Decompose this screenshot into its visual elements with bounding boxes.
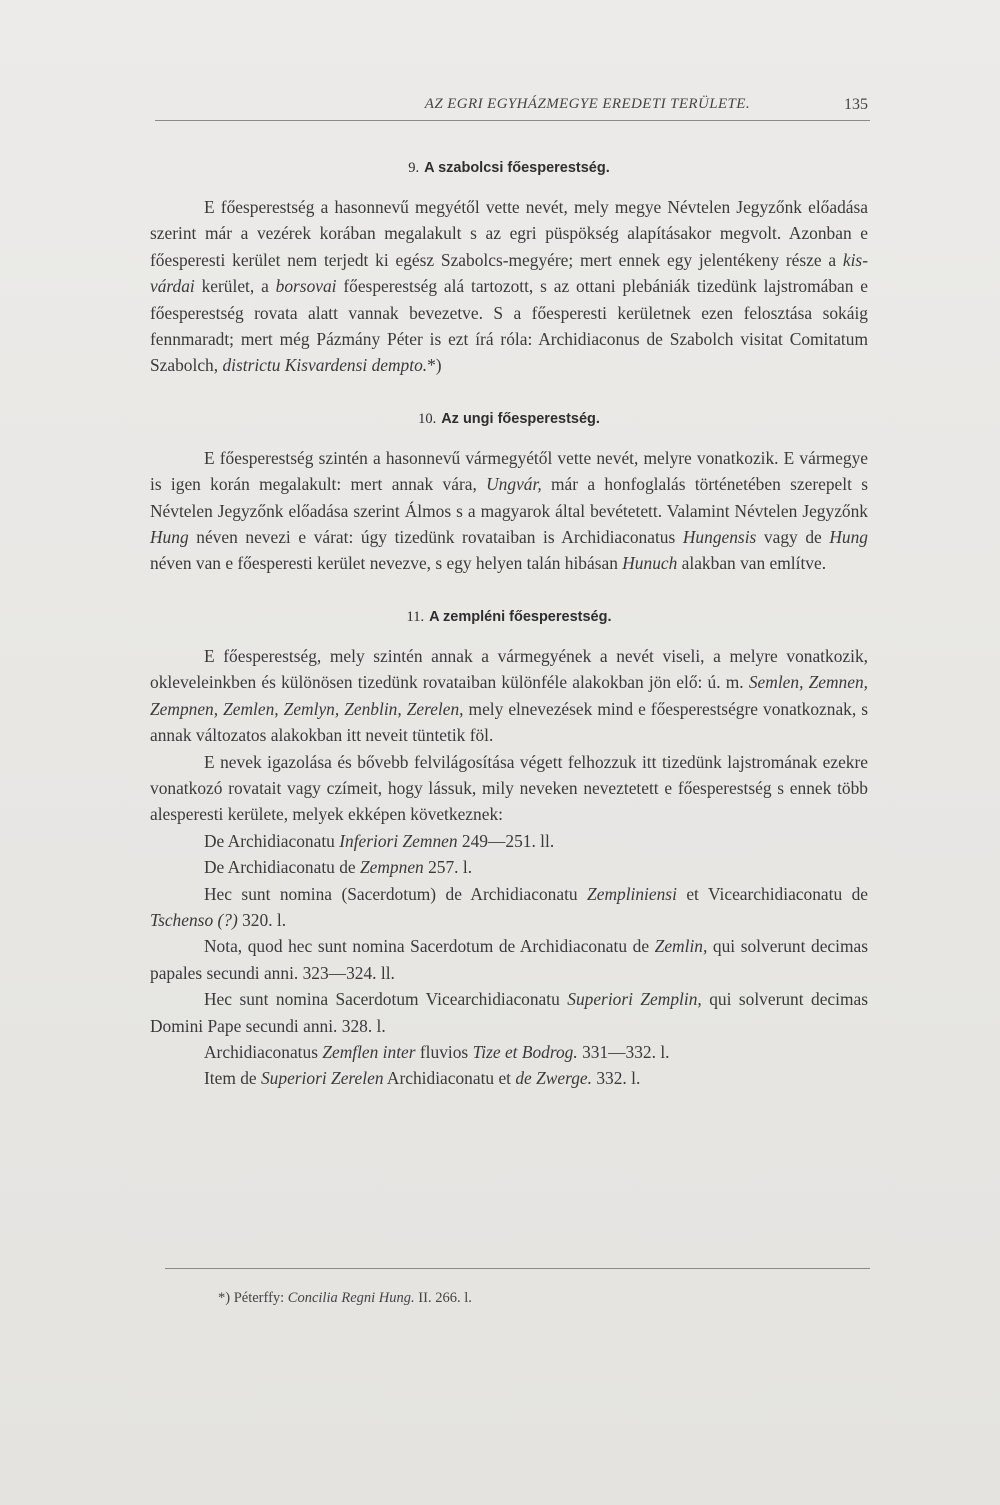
italic-run: Semlen, Zemnen, Zempnen, Zemlen, Zemlyn, Zenblin, Zerelen, — [150, 672, 868, 719]
list-item — [150, 881, 868, 934]
running-title: AZ EGRI EGYHÁZMEGYE EREDETI TERÜLETE. — [424, 96, 750, 112]
text-run: 320. l. — [237, 909, 287, 930]
section-title: A szabolcsi főesperestség. — [424, 160, 610, 176]
paragraph-zemplen-names: E nevek igazolása és bővebb felvilágosítása végett felhozzuk itt tizedünk lajstromának ezekre vonatkozó rovatait vagy czímeit, hogy lássuk, mily neveken neveztetett e főesperestség s ennek több alesperesti kerülete, melyek ekképen következnek: — [150, 751, 868, 825]
italic-run: kis-várdai — [150, 249, 868, 297]
text-run: fluvios — [415, 1041, 473, 1062]
text-run: 257. l. — [423, 857, 473, 878]
text-run: kerület, a — [194, 276, 276, 297]
italic-run: Hung — [150, 527, 189, 548]
italic-run: districtu Kisvardensi dempto. — [222, 355, 428, 376]
text-run: E főesperestség szintén a hasonnevű vármegyétől vette nevét, melyre vonatkozik. E vármegye is igen korán megalakult: mert annak vára, — [150, 447, 868, 495]
italic-run: Ungvár, — [486, 474, 542, 495]
footnote — [218, 1290, 472, 1307]
italic-run: Inferiori Zemnen — [339, 830, 458, 851]
italic-run: de Zwerge. — [515, 1068, 592, 1089]
text-run: et Vicearchidiaconatu de — [676, 883, 868, 904]
italic-run: Hungensis — [682, 527, 757, 548]
text-run: De Archidiaconatu — [204, 830, 340, 851]
list-item — [150, 933, 868, 986]
italic-run: Superiori Zerelen — [260, 1068, 384, 1089]
text-run: főesperestség alá tartozott, s az ottani plebániák tizedünk lajstromában e főesperestség rovata alatt vannak bevezetve. S a főesperesti kerületnek ezen felosztása sokáig fennmaradt; mert még Pázmány Péter is ezt írá róla: Archidiaconus de Szabolch visitat Comitatum Szabolch, — [150, 276, 868, 376]
italic-run: borsovai — [275, 276, 337, 297]
text-run: qui solverunt decimas Domini Pape secundi anni. 328. l. — [150, 989, 868, 1036]
footnote-divider — [165, 1268, 870, 1269]
italic-run: Tschenso (?) — [150, 909, 238, 930]
italic-run: Zemflen inter — [322, 1041, 416, 1062]
section-number: 10. — [418, 410, 437, 427]
italic-run: Hunuch — [622, 553, 678, 574]
text-run: qui solverunt decimas papales secundi anni. 323—324. ll. — [150, 936, 869, 983]
text-run: Nota, quod hec sunt nomina Sacerdotum de Archidiaconatu de — [204, 936, 655, 957]
italic-run: Zemlin, — [654, 936, 708, 957]
text-run: alakban van említve. — [677, 553, 827, 574]
list-item — [150, 1039, 868, 1065]
text-run: Hec sunt nomina (Sacerdotum) de Archidiaconatu — [204, 883, 588, 904]
section-number: 9. — [408, 160, 420, 176]
footnote-italic: Concilia Regni Hung. — [287, 1290, 415, 1306]
section-number: 11. — [406, 608, 425, 625]
italic-run: Hung — [829, 527, 868, 548]
list-item — [150, 828, 868, 854]
text-run: néven nevezi e várat: úgy tizedünk rovataiban is Archidiaconatus — [188, 527, 683, 548]
section-heading-ung — [150, 409, 868, 429]
paragraph-szabolcs — [150, 194, 868, 379]
text-run: néven van e főesperesti kerület nevezve, s egy helyen talán hibásan — [150, 553, 623, 574]
section-title: Az ungi főesperestség. — [441, 410, 600, 427]
italic-run: Superiori Zemplin, — [567, 989, 702, 1010]
italic-run: Zempliniensi — [587, 883, 677, 904]
text-run: Hec sunt nomina Sacerdotum Vicearchidiaconatu — [204, 989, 568, 1010]
text-run: Item de — [204, 1068, 261, 1089]
text-run: vagy de — [756, 527, 830, 548]
text-run: 332. l. — [592, 1068, 641, 1089]
italic-run: Tize et Bodrog. — [472, 1041, 578, 1062]
section-heading-zemplen — [150, 607, 868, 627]
text-run: mely elnevezések mind e főesperestségre vonatkoznak, s annak változatos alakokban itt neveit tüntetik föl. — [150, 698, 868, 746]
section-heading-szabolcs — [150, 158, 868, 178]
paragraph-ung — [150, 445, 868, 577]
page-number: 135 — [844, 96, 868, 113]
page-header — [155, 92, 870, 121]
list-item — [150, 854, 868, 880]
text-run: 331—332. l. — [577, 1041, 670, 1062]
text-run: E főesperestség, mely szintén annak a vármegyének a nevét viseli, a melyre vonatkozik, okleveleinkben és különösen tizedünk rovataiban különféle alakokban jön elő: ú. m. — [150, 645, 868, 693]
footnote-marker: *) — [427, 355, 442, 376]
paragraph-zemplen — [150, 643, 868, 749]
page-body — [150, 158, 868, 1092]
text-run: De Archidiaconatu de — [204, 857, 360, 878]
text-run: 249—251. ll. — [457, 830, 555, 851]
list-item — [150, 1065, 868, 1091]
footnote-text: *) Péterffy: — [218, 1290, 288, 1306]
text-run: már a honfoglalás történetében szerepelt s Névtelen Jegyzőnk előadása szerint Álmos s a magyarok által bevétetett. Valamint Névtelen Jegyzőnk — [150, 474, 868, 521]
list-item — [150, 986, 868, 1039]
text-run: Archidiaconatus — [204, 1041, 323, 1062]
footnote-text: II. 266. l. — [414, 1290, 472, 1306]
text-run: E főesperestség a hasonnevű megyétől vette nevét, mely megye Névtelen Jegyzőnk előadása szerint már a vezérek korában megalakult s az egri püspökség alapításakor megvolt. Azonban e főesperesti kerület nem terjedt ki egész Szabolcs-megyére; mert ennek egy jelentékeny része a — [150, 197, 868, 270]
italic-run: Zempnen — [359, 857, 424, 878]
section-title: A zempléni főesperestség. — [429, 608, 612, 625]
text-run: Archidiaconatu et — [383, 1068, 516, 1089]
